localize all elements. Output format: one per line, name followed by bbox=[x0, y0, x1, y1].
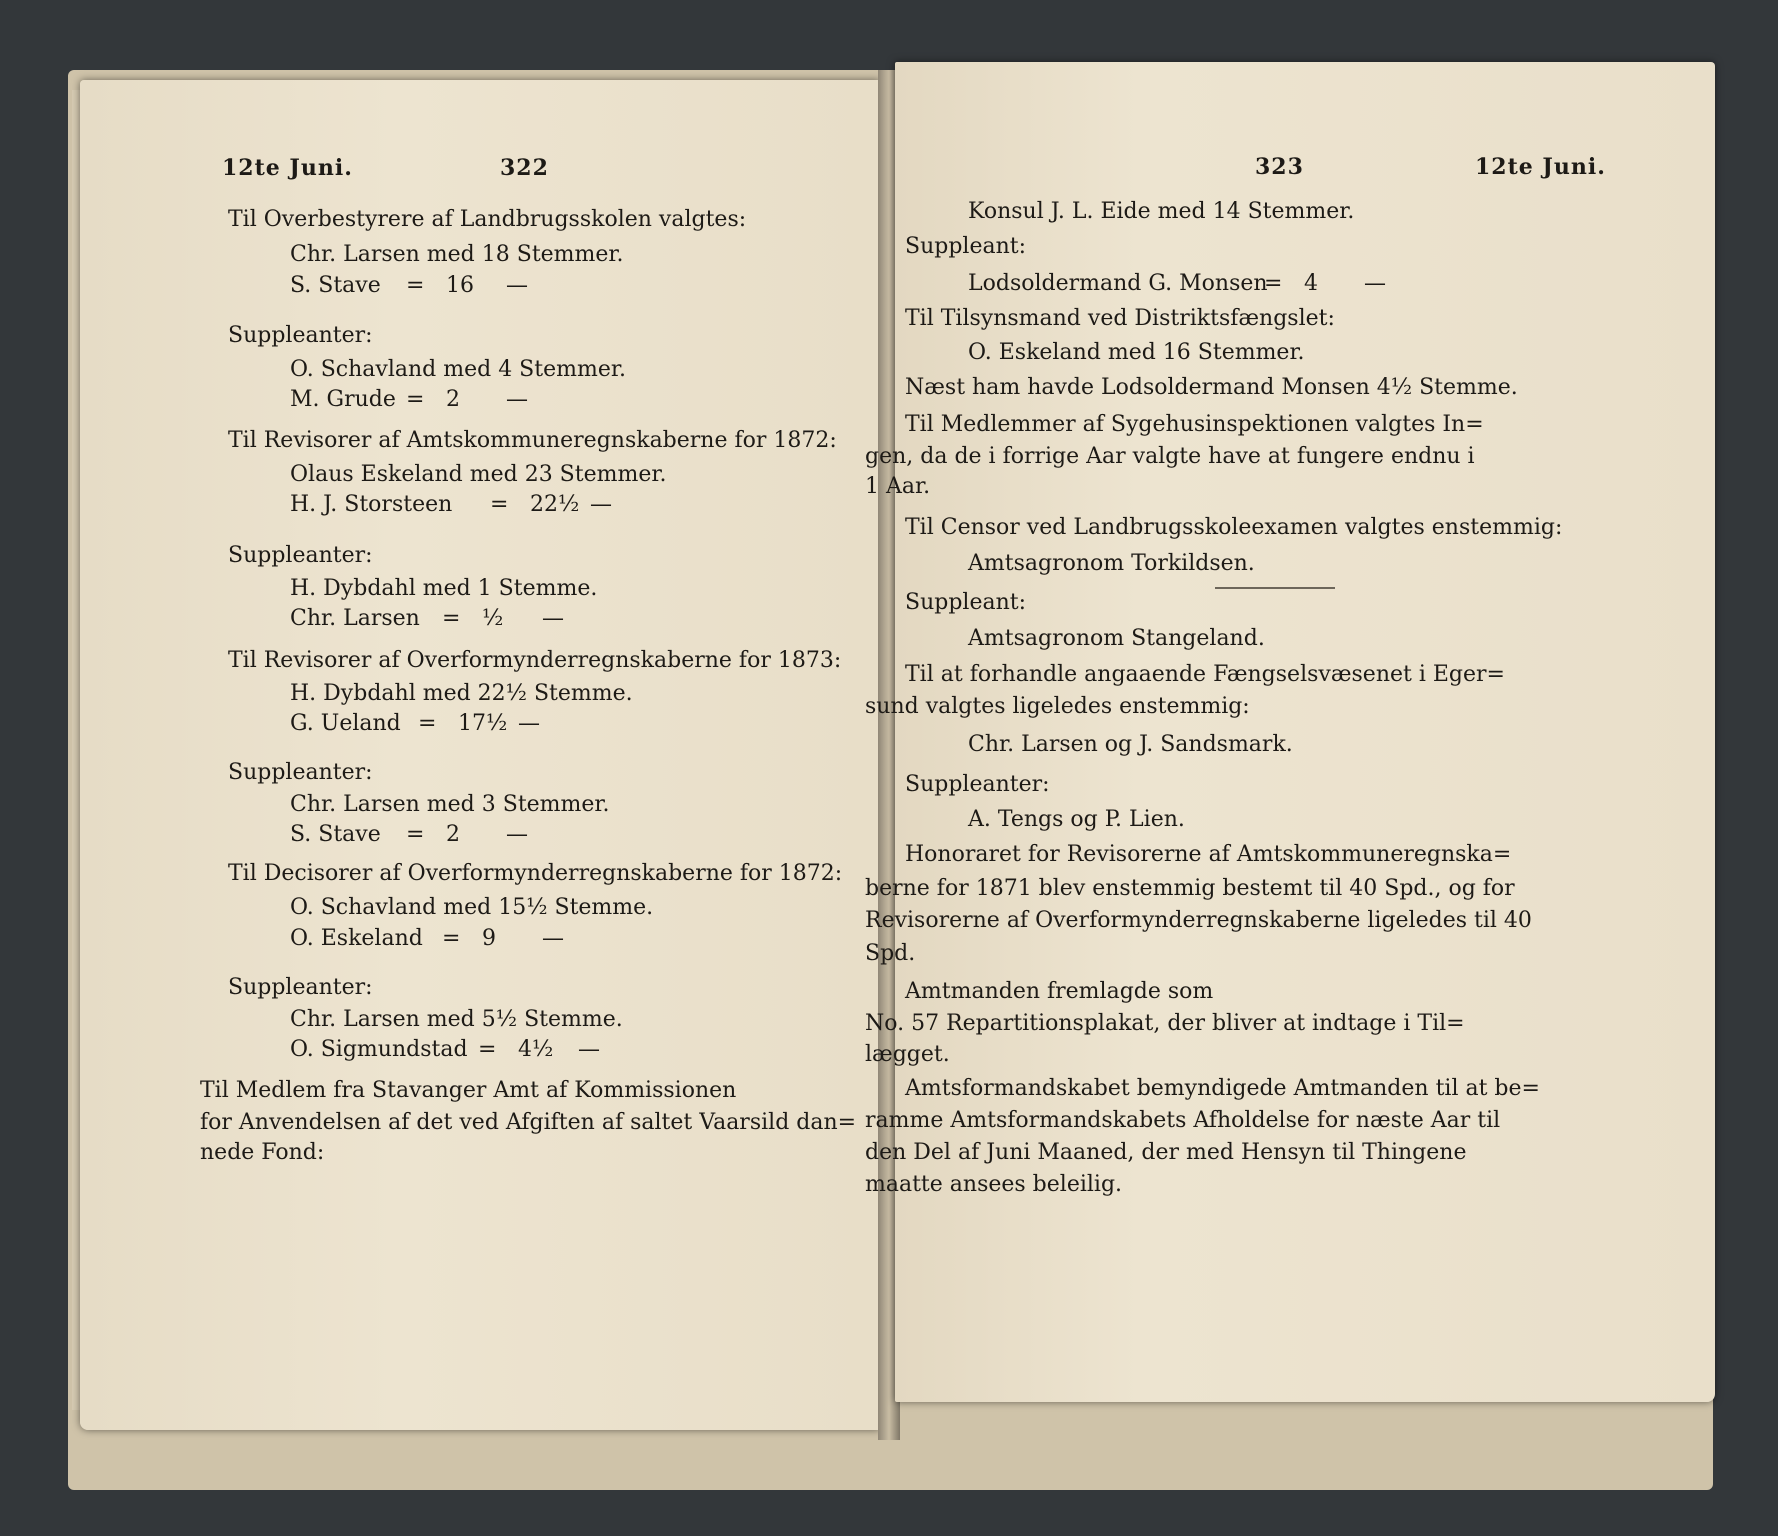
text-line: Amtmanden fremlagde som bbox=[905, 979, 1214, 1004]
text-line: 1 Aar. bbox=[865, 474, 931, 499]
text-line: Spd. bbox=[865, 941, 916, 966]
text-line: Revisorerne af Overformynderregnskaberne ligeledes til 40 bbox=[865, 908, 1532, 933]
vote-count: 4½ bbox=[518, 1037, 554, 1062]
entry-name: Lodsoldermand G. Monsen bbox=[968, 271, 1268, 296]
text-line: sund valgtes ligeledes enstemmig: bbox=[865, 694, 1250, 719]
text-line bbox=[968, 271, 1404, 299]
ditto-mark: = bbox=[406, 822, 425, 847]
entry-name: O. Eskeland bbox=[290, 926, 423, 951]
left-page bbox=[80, 80, 880, 1430]
text-line bbox=[290, 711, 558, 739]
text-line: Suppleant: bbox=[905, 590, 1026, 615]
dash-mark: — bbox=[578, 1037, 600, 1062]
vote-count: 2 bbox=[446, 387, 460, 412]
ditto-mark: = bbox=[442, 606, 461, 631]
text-line: H. Dybdahl med 1 Stemme. bbox=[290, 576, 598, 601]
text-line: Amtsformandskabet bemyndigede Amtmanden til at be= bbox=[905, 1076, 1540, 1101]
text-line: Til Medlem fra Stavanger Amt af Kommissionen bbox=[200, 1078, 737, 1103]
text-line: berne for 1871 blev enstemmig bestemt til 40 Spd., og for bbox=[865, 876, 1515, 901]
vote-count: ½ bbox=[482, 606, 504, 631]
vote-count: 17½ bbox=[458, 711, 508, 736]
right-page-number: 323 bbox=[1255, 154, 1304, 180]
text-line: Suppleanter: bbox=[228, 760, 373, 785]
dash-mark: — bbox=[506, 273, 528, 298]
text-line: O. Eskeland med 16 Stemmer. bbox=[968, 340, 1305, 365]
ditto-mark: = bbox=[490, 492, 509, 517]
text-line: No. 57 Repartitionsplakat, der bliver at indtage i Til= bbox=[865, 1011, 1465, 1036]
dash-mark: — bbox=[542, 606, 564, 631]
vote-count: 22½ bbox=[530, 492, 580, 517]
text-line: Suppleanter: bbox=[228, 975, 373, 1000]
right-header-date: 12te Juni. bbox=[1475, 154, 1606, 180]
ditto-mark: = bbox=[442, 926, 461, 951]
text-line: A. Tengs og P. Lien. bbox=[968, 807, 1185, 832]
text-line: Olaus Eskeland med 23 Stemmer. bbox=[290, 462, 667, 487]
text-line: gen, da de i forrige Aar valgte have at fungere endnu i bbox=[865, 444, 1475, 469]
entry-name: H. J. Storsteen bbox=[290, 492, 453, 517]
text-line: lægget. bbox=[865, 1042, 950, 1067]
text-line bbox=[290, 492, 630, 520]
text-line: Til Decisorer af Overformynderregnskaberne for 1872: bbox=[228, 861, 843, 886]
ditto-mark: = bbox=[406, 273, 425, 298]
text-line: O. Schavland med 15½ Stemme. bbox=[290, 895, 654, 920]
dash-mark: — bbox=[506, 387, 528, 412]
text-line: Suppleant: bbox=[905, 234, 1026, 259]
text-line: Chr. Larsen med 18 Stemmer. bbox=[290, 242, 624, 267]
text-line bbox=[290, 1037, 618, 1065]
entry-name: G. Ueland bbox=[290, 711, 401, 736]
text-line: Suppleanter: bbox=[228, 543, 373, 568]
vote-count: 4 bbox=[1304, 271, 1318, 296]
text-line bbox=[290, 926, 582, 954]
ditto-mark: = bbox=[1264, 271, 1283, 296]
text-line bbox=[290, 387, 546, 415]
text-line: nede Fond: bbox=[200, 1140, 325, 1165]
entry-name: O. Sigmundstad bbox=[290, 1037, 468, 1062]
ditto-mark: = bbox=[418, 711, 437, 736]
entry-name: M. Grude bbox=[290, 387, 396, 412]
text-line bbox=[290, 606, 582, 634]
dash-mark: — bbox=[506, 822, 528, 847]
text-line: Amtsagronom Stangeland. bbox=[968, 626, 1265, 651]
text-line: Chr. Larsen og J. Sandsmark. bbox=[968, 732, 1293, 757]
text-line bbox=[290, 273, 546, 301]
text-line: Til Overbestyrere af Landbrugsskolen valgtes: bbox=[228, 207, 747, 232]
text-line: Til Revisorer af Overformynderregnskaberne for 1873: bbox=[228, 648, 842, 673]
text-line: for Anvendelsen af det ved Afgiften af saltet Vaarsild dan= bbox=[200, 1110, 857, 1135]
text-line: Suppleanter: bbox=[905, 772, 1050, 797]
text-line: Suppleanter: bbox=[228, 323, 373, 348]
text-line: H. Dybdahl med 22½ Stemme. bbox=[290, 681, 633, 706]
text-line: Til Censor ved Landbrugsskoleexamen valgtes enstemmig: bbox=[905, 515, 1563, 540]
ditto-mark: = bbox=[406, 387, 425, 412]
ditto-mark: = bbox=[478, 1037, 497, 1062]
text-line: maatte ansees beleilig. bbox=[865, 1172, 1123, 1197]
right-page bbox=[865, 62, 1715, 1402]
text-line: den Del af Juni Maaned, der med Hensyn til Thingene bbox=[865, 1140, 1467, 1165]
vote-count: 9 bbox=[482, 926, 496, 951]
dash-mark: — bbox=[1364, 271, 1386, 296]
left-header-date: 12te Juni. bbox=[222, 155, 353, 181]
left-page-number: 322 bbox=[500, 155, 549, 181]
entry-name: S. Stave bbox=[290, 822, 381, 847]
text-line: O. Schavland med 4 Stemmer. bbox=[290, 357, 626, 382]
vote-count: 16 bbox=[446, 273, 474, 298]
entry-name: Chr. Larsen bbox=[290, 606, 420, 631]
text-line: Til Tilsynsmand ved Distriktsfængslet: bbox=[905, 306, 1335, 331]
vote-count: 2 bbox=[446, 822, 460, 847]
text-line bbox=[290, 822, 546, 850]
text-line: Næst ham havde Lodsoldermand Monsen 4½ Stemme. bbox=[905, 375, 1518, 400]
text-line: Til at forhandle angaaende Fængselsvæsenet i Eger= bbox=[905, 662, 1505, 687]
text-line: Amtsagronom Torkildsen. bbox=[968, 551, 1255, 576]
text-line: Til Medlemmer af Sygehusinspektionen valgtes In= bbox=[905, 412, 1484, 437]
dash-mark: — bbox=[518, 711, 540, 736]
text-line: Chr. Larsen med 5½ Stemme. bbox=[290, 1007, 623, 1032]
text-line: Konsul J. L. Eide med 14 Stemmer. bbox=[968, 199, 1355, 224]
text-line: ramme Amtsformandskabets Afholdelse for næste Aar til bbox=[865, 1108, 1501, 1133]
dash-mark: — bbox=[542, 926, 564, 951]
entry-name: S. Stave bbox=[290, 273, 381, 298]
text-line: Til Revisorer af Amtskommuneregnskaberne for 1872: bbox=[228, 428, 837, 453]
dash-mark: — bbox=[590, 492, 612, 517]
text-line: Honoraret for Revisorerne af Amtskommuneregnska= bbox=[905, 842, 1512, 867]
text-line: Chr. Larsen med 3 Stemmer. bbox=[290, 792, 610, 817]
section-divider-rule bbox=[1215, 587, 1335, 589]
